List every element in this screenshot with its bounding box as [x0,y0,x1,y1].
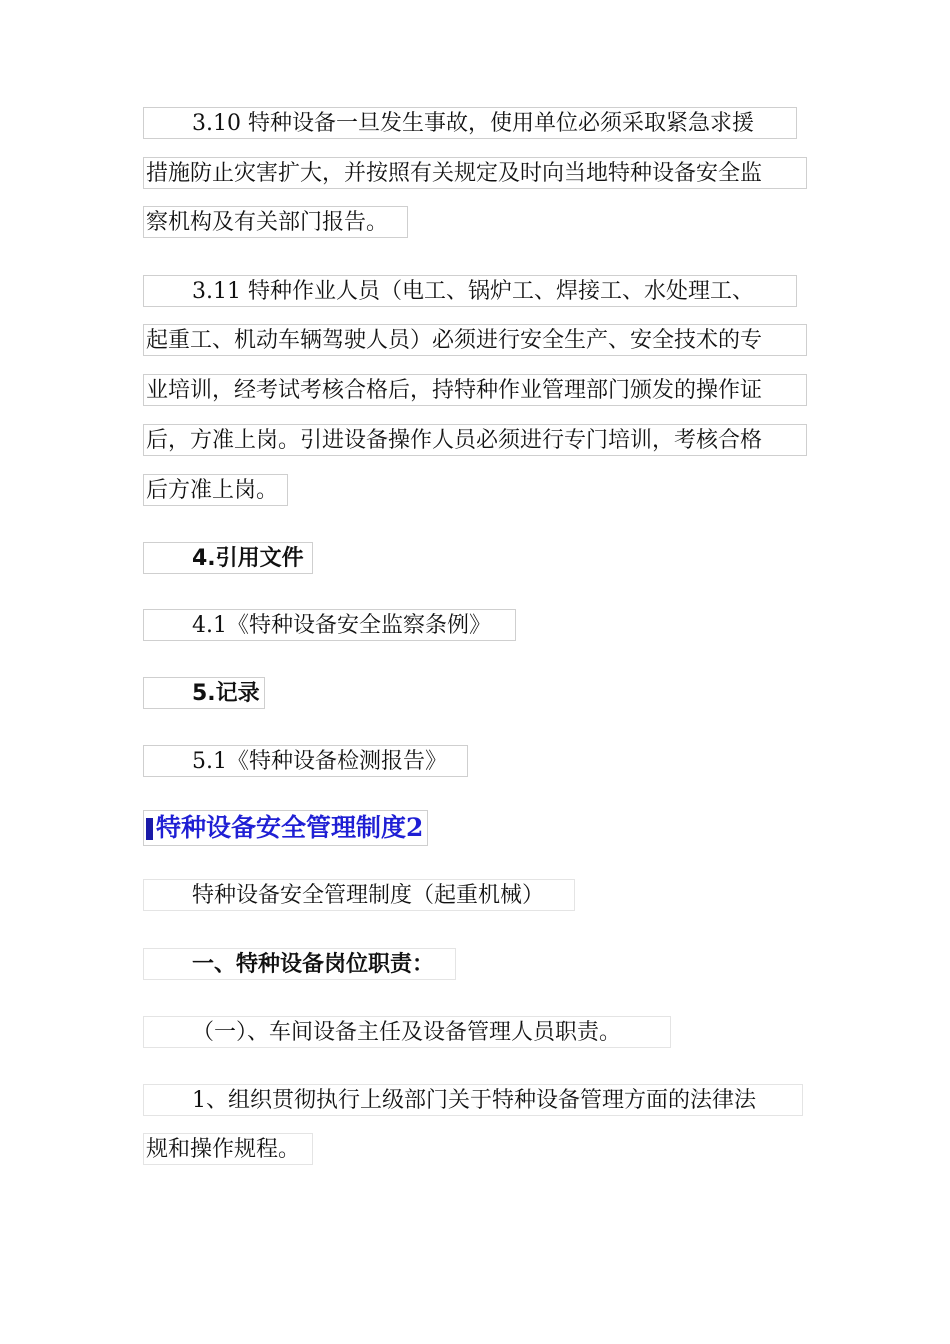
paragraph-3-10-line-3: 察机构及有关部门报告。 [143,206,408,238]
sub-1-title: （一）、车间设备主任及设备管理人员职责。 [143,1016,671,1048]
paragraph-3-11-line-3: 业培训，经考试考核合格后，持特种作业管理部门颁发的操作证 [143,374,807,406]
heading-marker-bar [146,818,153,840]
part-1-title: 一、特种设备岗位职责： [143,948,456,980]
paragraph-3-11-line-2: 起重工、机动车辆驾驶人员）必须进行安全生产、安全技术的专 [143,324,807,356]
item-1-line-1: 1、组织贯彻执行上级部门关于特种设备管理方面的法律法 [143,1084,803,1116]
document-2-heading [143,810,428,846]
paragraph-3-10-line-1: 3.10 特种设备一旦发生事故，使用单位必须采取紧急求援 [143,107,797,139]
item-1-line-2: 规和操作规程。 [143,1133,313,1165]
section-4-title: 4.引用文件 [143,542,313,574]
paragraph-3-11-line-4: 后，方准上岗。引进设备操作人员必须进行专门培训，考核合格 [143,424,807,456]
document-2-subtitle: 特种设备安全管理制度（起重机械） [143,879,575,911]
section-5-title: 5.记录 [143,677,265,709]
section-4-1-item: 4.1《特种设备安全监察条例》 [143,609,516,641]
section-5-1-item: 5.1《特种设备检测报告》 [143,745,468,777]
document-2-heading-text: 特种设备安全管理制度2 [156,813,424,842]
paragraph-3-10-line-2: 措施防止灾害扩大，并按照有关规定及时向当地特种设备安全监 [143,157,807,189]
paragraph-3-11-line-5: 后方准上岗。 [143,474,288,506]
paragraph-3-11-line-1: 3.11 特种作业人员（电工、锅炉工、焊接工、水处理工、 [143,275,797,307]
